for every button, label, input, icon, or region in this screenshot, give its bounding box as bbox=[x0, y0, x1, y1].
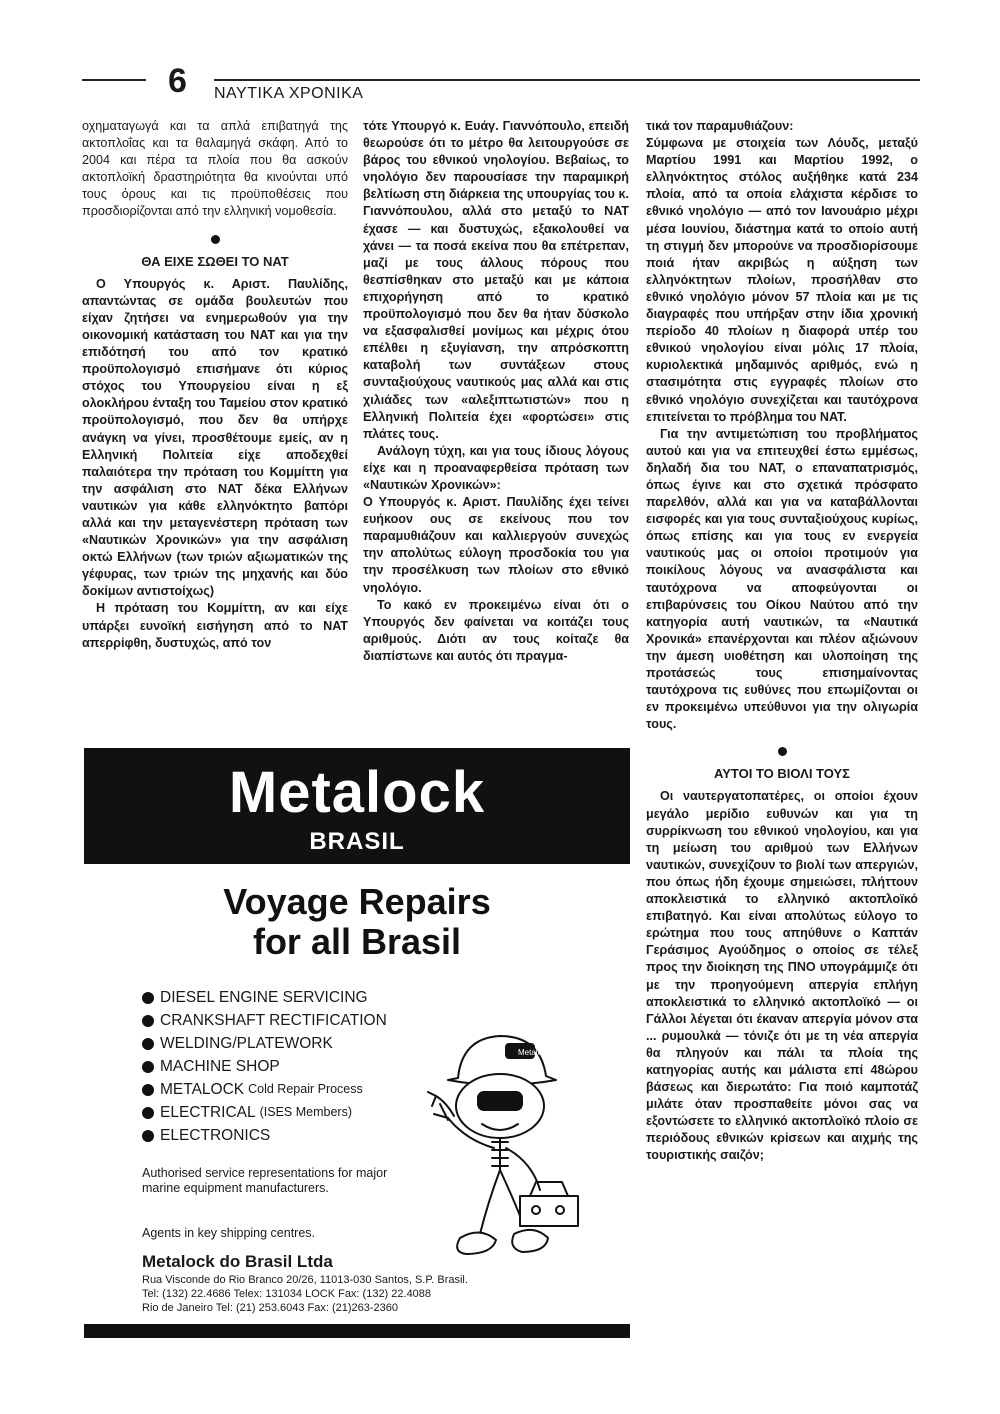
article-paragraph: Ο Υπουργός κ. Αριστ. Παυλίδης έχει τείνει ευήκοον ους σε εκείνους που τον παραμυθιάζουν και καλλιεργούν συνεχώς την απολύτως εύλογη προσδοκία του για την προσέλκυση των πλοίων στο εθνικό νηολόγιο. bbox=[363, 495, 629, 595]
section-heading: ΑΥΤΟΙ ΤΟ ΒΙΟΛΙ ΤΟΥΣ bbox=[714, 766, 850, 782]
service-label: CRANKSHAFT RECTIFICATION bbox=[160, 1012, 387, 1029]
ad-services-list bbox=[142, 986, 387, 1147]
bullet-icon bbox=[142, 1107, 154, 1119]
article-paragraph: Ανάλογη τύχη, και για τους ίδιους λόγους είχε και η προαναφερθείσα πρόταση των «Ναυτικών Χρονικών»: bbox=[363, 443, 629, 492]
service-note: (ISES Members) bbox=[259, 1105, 353, 1119]
bullet-icon bbox=[142, 1061, 154, 1073]
ad-phones: Tel: (132) 22.4686 Telex: 131034 LOCK Fax: (132) 22.4088 bbox=[142, 1288, 432, 1300]
article-paragraph: Για την αντιμετώπιση του προβλήματος αυτού και για να επιτευχθεί έστω εμμέσως, δηλαδή δια του ΝΑΤ, ο επαναπατρισμός, όπως έγινε και στο σχετικά πρόσφατο παρελθόν, αλλά και για να καταβάλλονται εισφορές και για τους συνταξιούχους κυρίως, όπως επίσης και για τους εν ενεργεία ναυτικούς μας οι οποίοι προτιμούν για ποικίλους λόγους να ανασφάλιστα και ταυτόχρονα να αποφεύγονται οι επιβαρύνσεις του Οίκου Ναύτου από την κατηγορία αυτή ναυτικών, τα «Ναυτικά Χρονικά» επανέρχονται και πλέον αξιώνουν την άμεση υιοθέτηση και υλοποίηση της προτάσεώς τους επισημαίνοντας ταυτόχρονα τις ευθύνες που επωμίζονται οι εν προκειμένω υπεύθυνοι για την ολιγωρία τους. bbox=[646, 426, 918, 732]
ad-address: Rua Visconde do Rio Branco 20/26, 11013-030 Santos, S.P. Brasil. bbox=[142, 1274, 468, 1286]
article-column-2 bbox=[363, 118, 629, 665]
article-paragraph: Το κακό εν προκειμένω είναι ότι ο Υπουργός δεν φαίνεται να κοιτάζει τους αριθμούς. Διότι αν τους κοίταζε θα διαπίστωνε και αυτός ότι πραγμα- bbox=[363, 597, 629, 663]
bullet-icon bbox=[142, 992, 154, 1004]
article-column-1 bbox=[82, 118, 348, 652]
service-item bbox=[142, 1032, 387, 1055]
intro-paragraph: οχηματαγωγά και τα απλά επιβατηγά της ακτοπλοΐας και τα θαλαμηγά σκάφη. Από το 2004 και πέρα τα πλοία που θα ασκούν ακτοπλοϊκή δραστηριότητα θα κινούνται υπό τους όρους και τις προϋποθέσεις που προσδιορίζονται από την ελληνική νομοθεσία. bbox=[82, 119, 348, 219]
section-separator-dot bbox=[778, 747, 787, 756]
bullet-icon bbox=[142, 1084, 154, 1096]
service-label: MACHINE SHOP bbox=[160, 1058, 280, 1075]
bullet-icon bbox=[142, 1130, 154, 1142]
ad-tagline-line-1: Voyage Repairs bbox=[223, 881, 491, 922]
publication-title: ΝΑΥΤΙΚΑ ΧΡΟΝΙΚΑ bbox=[214, 85, 364, 102]
bullet-icon bbox=[142, 1038, 154, 1050]
service-item bbox=[142, 1055, 387, 1078]
ad-brand-subtitle: BRASIL bbox=[309, 828, 405, 855]
service-item bbox=[142, 1009, 387, 1032]
article-paragraph: Οι ναυτεργατοπατέρες, οι οποίοι έχουν μεγάλο μερίδιο ευθυνών και για τη συρρίκνωση του εθνικού νηολογίου, και για τη μείωση του αριθμού των Ελλήνων ναυτικών, συνεχίζουν το βιολί των απεργιών, που όπως ήδη έχουμε σημειώσει, πλήττουν αποκλειστικά το ελληνικό ακτοπλοϊκό επιβατηγό. Και είναι απολύτως εύλογο το ερώτημα που τους απηύθυνε ο Καπτάν Γεράσιμος Αγούδημος ο οποίος σε τέλεξ προς την διοίκηση της ΠΝΟ υπογράμμιζε ότι με την προηγούμενη απεργία επλήγη αποκλειστικά το ελληνικό ακτοπλοϊκό — οι Γάλλοι λέγεται ότι έκαναν απεργία μόνον στα ... ρυμουλκά — τόνιζε ότι με τη νέα απεργία θα πληγούν και πάλι τα πλοία της κατηγορίας αυτής και μάλιστα επί 48ώρου βάσεως και διερωτάτο: Για ποιό καμποτάζ μιλάτε όταν προσπαθείτε μόνοι σας να εξοντώσετε το ελληνικό ακτοπλοϊκό πλοίο σε περιόδους εθνικών κρίσεων και αιχμής της τουριστικής σαιζόν; bbox=[646, 789, 918, 1163]
metalock-advertisement bbox=[84, 748, 630, 1340]
ad-agents-text: Agents in key shipping centres. bbox=[142, 1226, 316, 1240]
page-number: 6 bbox=[168, 62, 187, 100]
article-paragraph: Η πρόταση του Κομμίττη, αν και είχε υπάρξει ευνοϊκή εισήγηση από το ΝΑΤ απερρίφθη, δυστυχώς, από τον bbox=[82, 601, 348, 650]
header-rule-right bbox=[214, 79, 920, 81]
article-paragraph: τότε Υπουργό κ. Ευάγ. Γιαννόπουλο, επειδή θεωρούσε ότι το μέτρο θα λειτουργούσε σε βάρος του εθνικού νηολογίου. Βεβαίως, το νηολόγιο δεν παρουσίασε την παραμικρή βελτίωση στη διάρκεια της υπουργίας του κ. Γιαννόπουλου, αλλά στο μεταξύ το ΝΑΤ έχασε — και δυστυχώς, εξακολουθεί να χάνει — τα ποσά εκείνα που θα επέτρεπαν, μαζί με τους άλλους πόρους που θεσπίσθηκαν στο μεταξύ και με κάποια επιχορήγηση από το κρατικό προϋπολογισμό που δεν θα ήταν δύσκολο να εξασφαλισθεί μονίμως και μέχρις ότου επέλθει η εξυγίανση, την απρόσκοπτη καταβολή των συντάξεων στους συνταξιούχους ναυτικούς μας αλλά και στις χιλιάδες των «αλεξιπτωτιστών» που η Ελληνική Πολιτεία έχει «φορτώσει» στις πλάτες τους. bbox=[363, 119, 629, 441]
service-item bbox=[142, 986, 387, 1009]
ad-tagline bbox=[84, 882, 630, 962]
service-item bbox=[142, 1101, 387, 1124]
section-separator-dot bbox=[211, 235, 220, 244]
service-item bbox=[142, 1124, 387, 1147]
article-paragraph: Σύμφωνα με στοιχεία των Λόυδς, μεταξύ Μαρτίου 1991 και Μαρτίου 1992, ο ελληνόκτητος στόλος αυξήθηκε κατά 234 πλοία, από τα οποία ελάχιστα κέρδισε το εθνικό νηολόγιο — από τον Ιανουάριο μέχρι μέσα Ιουνίου, διάστημα κατά το οποίο αυτή τη στιγμή δεν μπορούνε να προσδιορίσουμε ποιά ήταν ακριβώς η αύξηση των ελληνόκτητων πλοίων, προσήλθαν στο εθνικό νηολόγιο μόνον 57 πλοία και με τις διαγραφές που υπήρξαν στην ίδια χρονική περίοδο 40 πλοίων η διαφορά υπέρ του εθνικού νηολογίου είναι μόλις 17 πλοία, κυριολεκτικά μηδαμινός αριθμός, ενώ η στασιμότητα στις εγγραφές πλοίων στο εθνικό νηολόγιο συνεχίζεται και ταυτόχρονα επιτείνεται το πρόβλημα του ΝΑΤ. bbox=[646, 136, 918, 424]
bullet-icon bbox=[142, 1015, 154, 1027]
welder-mascot-illustration bbox=[396, 1020, 596, 1280]
service-item bbox=[142, 1078, 387, 1101]
ad-rio-contact: Rio de Janeiro Tel: (21) 253.6043 Fax: (21)263-2360 bbox=[142, 1302, 399, 1314]
section-heading: ΘΑ ΕΙΧΕ ΣΩΘΕΙ ΤΟ ΝΑΤ bbox=[141, 253, 289, 269]
ad-authorised-text: Authorised service representations for major marine equipment manufacturers. bbox=[142, 1166, 388, 1195]
service-note: Cold Repair Process bbox=[248, 1082, 363, 1096]
service-label: ELECTRONICS bbox=[160, 1127, 271, 1144]
header-rule-left bbox=[82, 79, 146, 81]
article-column-3 bbox=[646, 118, 918, 1165]
ad-contact-block bbox=[142, 1273, 468, 1315]
service-label: DIESEL ENGINE SERVICING bbox=[160, 989, 368, 1006]
helmet-logo-text: Metalock bbox=[518, 1048, 551, 1057]
ad-tagline-line-2: for all Brasil bbox=[252, 921, 462, 962]
article-paragraph: Ο Υπουργός κ. Αριστ. Παυλίδης, απαντώντας σε ομάδα βουλευτών που είχαν ζητήσει να ενημερωθούν για την οικονομική κατάσταση του ΝΑΤ και για την επιδότησή του από τον κρατικό προϋπολογισμό επισήμανε ότι κύριος στόχος του Υπουργείου είναι η εξ ολοκλήρου ένταξη του Ταμείου στον κρατικό προϋπολογισμό, που δεν θα υπήρχε ανάγκη να γίνει, προσθέτουμε εμείς, αν η Ελληνική Πολιτεία είχε αποδεχθεί παλαιότερα την πρόταση του Κομμίττη για την ασφάλιση στο ΝΑΤ δέκα Ελλήνων ναυτικών για κάθε ελληνόκτητο βαπόρι αλλά και την μεταγενέστερη πρόταση των «Ναυτικών Χρονικών» για την ασφάλιση οκτώ Ελλήνων (των τριών αξιωματικών της γέφυρας, των τριών της μηχανής και δύο δοκίμων αντιστοίχως) bbox=[82, 276, 348, 599]
ad-banner bbox=[84, 748, 630, 864]
service-label: WELDING/PLATEWORK bbox=[160, 1035, 333, 1052]
article-paragraph: τικά τον παραμυθιάζουν: bbox=[646, 119, 794, 133]
ad-brand-logo: Metalock bbox=[228, 760, 486, 825]
ad-company-name: Metalock do Brasil Ltda bbox=[142, 1252, 333, 1271]
ad-bottom-bar bbox=[84, 1324, 630, 1338]
service-label: METALOCK bbox=[160, 1081, 245, 1098]
service-label: ELECTRICAL bbox=[160, 1104, 256, 1121]
